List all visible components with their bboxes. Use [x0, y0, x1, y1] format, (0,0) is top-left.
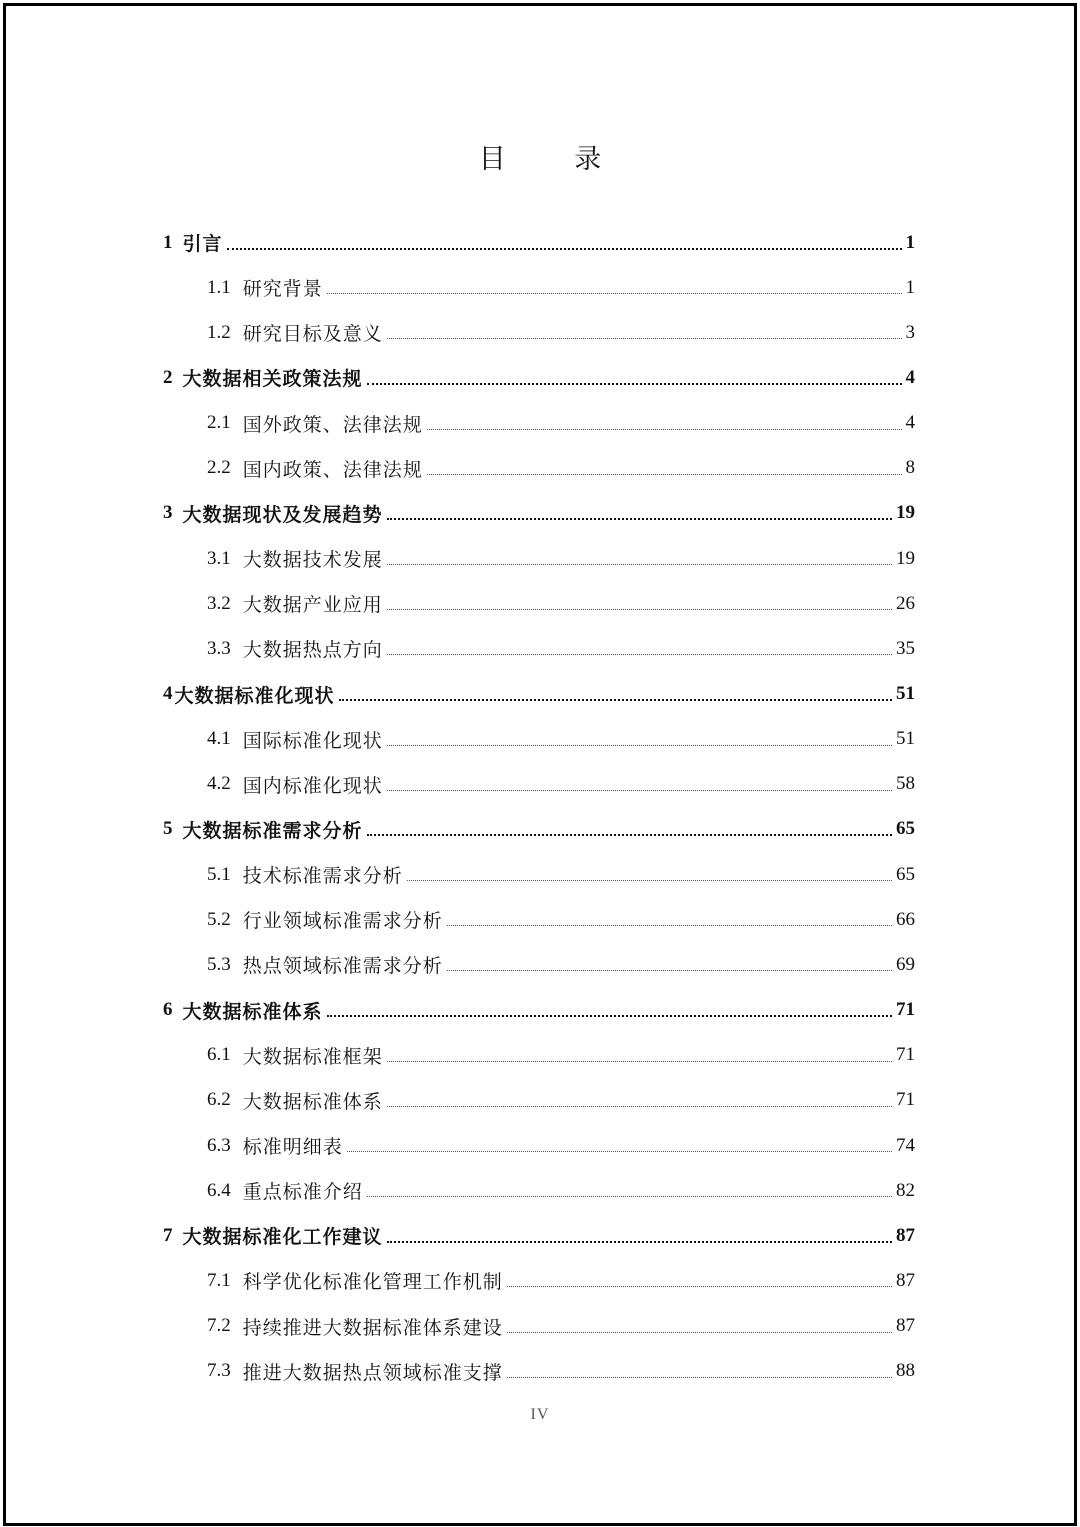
- toc-entry-page: 8: [905, 457, 915, 479]
- toc-entry-number: 3.1: [207, 547, 231, 569]
- toc-dot-leader: [367, 1196, 892, 1197]
- toc-entry-page: 88: [896, 1360, 915, 1382]
- toc-dot-leader: [387, 1106, 892, 1107]
- toc-entry-number: 6: [163, 999, 173, 1021]
- toc-title: 目 录: [478, 144, 632, 175]
- toc-entry-title: 大数据热点方向: [242, 639, 383, 662]
- toc-dot-leader: [347, 1151, 892, 1152]
- toc-entry-page: 65: [896, 863, 915, 885]
- toc-entry-number: 6.1: [207, 1044, 231, 1066]
- toc-entry-number: 7.3: [207, 1360, 231, 1382]
- toc-entry-number: 6.3: [207, 1134, 231, 1156]
- toc-entry-title: 大数据标准体系: [182, 1000, 323, 1023]
- toc-chapter-entry[interactable]: [163, 672, 915, 717]
- toc-entry-title: 大数据标准需求分析: [182, 819, 363, 842]
- toc-chapter-entry[interactable]: [163, 1213, 915, 1258]
- toc-entry-page: 1: [905, 231, 915, 253]
- toc-entry-number: 6.4: [207, 1179, 231, 1201]
- toc-chapter-entry[interactable]: [163, 355, 915, 400]
- toc-entry-title: 研究目标及意义: [242, 323, 383, 346]
- toc-dot-leader: [447, 925, 892, 926]
- toc-entry-page: 51: [896, 683, 915, 704]
- toc-dot-leader: [227, 248, 902, 250]
- toc-entry-page: 1: [905, 276, 915, 298]
- toc-entry-number: 2: [163, 366, 173, 388]
- toc-dot-leader: [327, 293, 902, 294]
- toc-entry-title: 研究背景: [242, 278, 323, 301]
- toc-entry-page: 19: [896, 502, 915, 524]
- toc-section-entry[interactable]: [207, 852, 915, 897]
- toc-dot-leader: [507, 1286, 892, 1287]
- toc-dot-leader: [427, 474, 902, 475]
- toc-dot-leader: [507, 1377, 892, 1378]
- toc-chapter-entry[interactable]: [163, 807, 915, 852]
- toc-entry-number: 2.1: [207, 412, 231, 434]
- toc-dot-leader: [387, 745, 892, 746]
- toc-entry-page: 69: [896, 953, 915, 975]
- toc-section-entry[interactable]: [207, 536, 915, 581]
- toc-entry-number: 7.2: [207, 1315, 231, 1337]
- toc-entry-title: 大数据相关政策法规: [182, 368, 363, 391]
- toc-entry-number: 3.2: [207, 592, 231, 614]
- toc-entry-title: 持续推进大数据标准体系建设: [242, 1316, 503, 1339]
- toc-entry-page: 4: [905, 412, 915, 434]
- toc-entry-title: 大数据标准框架: [242, 1045, 383, 1068]
- toc-section-entry[interactable]: [207, 1123, 915, 1168]
- toc-entry-title: 大数据标准化工作建议: [182, 1226, 383, 1249]
- toc-entry-page: 26: [896, 592, 915, 614]
- toc-dot-leader: [407, 880, 892, 881]
- toc-dot-leader: [387, 1061, 892, 1062]
- toc-entry-title: 科学优化标准化管理工作机制: [242, 1271, 503, 1294]
- toc-entry-page: 71: [896, 999, 915, 1021]
- toc-entry-title: 技术标准需求分析: [242, 865, 403, 888]
- toc-dot-leader: [367, 834, 892, 836]
- toc-entry-number: 5.3: [207, 953, 231, 975]
- toc-dot-leader: [387, 338, 902, 339]
- toc-entry-number: 5: [163, 818, 173, 840]
- toc-entry-title: 国外政策、法律法规: [242, 413, 423, 436]
- toc-section-entry[interactable]: [207, 1078, 915, 1123]
- toc-section-entry[interactable]: [207, 310, 915, 355]
- toc-entry-number: 4: [163, 683, 173, 704]
- toc-chapter-entry[interactable]: [163, 491, 915, 536]
- toc-dot-leader: [447, 970, 892, 971]
- toc-entry-title: 标准明细表: [242, 1136, 343, 1158]
- toc-entry-title: 热点领域标准需求分析: [242, 955, 443, 978]
- toc-entry-title: 国际标准化现状: [242, 729, 383, 752]
- toc-entry-title: 推进大数据热点领域标准支撑: [242, 1361, 503, 1384]
- toc-section-entry[interactable]: [207, 1168, 915, 1213]
- toc-dot-leader: [427, 429, 902, 430]
- toc-section-entry[interactable]: [207, 626, 915, 671]
- toc-entry-number: 3.3: [207, 637, 231, 659]
- toc-entry-page: 74: [896, 1134, 915, 1156]
- toc-section-entry[interactable]: [207, 897, 915, 942]
- toc-entry-number: 4.2: [207, 773, 231, 795]
- toc-entry-page: 87: [896, 1315, 915, 1337]
- toc-entry-number: 3: [163, 502, 173, 524]
- toc-entry-number: 7.1: [207, 1269, 231, 1291]
- toc-dot-leader: [387, 518, 892, 520]
- page-number: IV: [530, 1406, 550, 1423]
- toc-dot-leader: [339, 699, 892, 701]
- toc-entry-title: 引言: [182, 233, 223, 255]
- toc-entry-title: 行业领域标准需求分析: [242, 910, 443, 933]
- toc-entry-number: 4.1: [207, 728, 231, 750]
- toc-chapter-entry[interactable]: [163, 988, 915, 1033]
- toc-entry-title: 大数据技术发展: [242, 549, 383, 572]
- toc-section-entry[interactable]: [207, 401, 915, 446]
- toc-entry-page: 87: [896, 1224, 915, 1246]
- toc-entry-number: 5.2: [207, 908, 231, 930]
- toc-entry-page: 65: [896, 818, 915, 840]
- toc-entry-title: 重点标准介绍: [242, 1181, 363, 1204]
- toc-entry-page: 66: [896, 908, 915, 930]
- toc-entry-page: 19: [896, 547, 915, 569]
- toc-entry-page: 87: [896, 1269, 915, 1291]
- toc-section-entry[interactable]: [207, 1033, 915, 1078]
- toc-section-entry[interactable]: [207, 1349, 915, 1394]
- toc-entry-page: 4: [905, 366, 915, 388]
- toc-dot-leader: [507, 1332, 892, 1333]
- toc-entry-page: 71: [896, 1089, 915, 1111]
- toc-section-entry[interactable]: [207, 717, 915, 762]
- toc-dot-leader: [367, 383, 902, 385]
- toc-entry-title: 国内标准化现状: [242, 774, 383, 797]
- toc-entry-number: 5.1: [207, 863, 231, 885]
- toc-entry-title: 大数据标准化现状: [174, 684, 335, 707]
- toc-entry-number: 1: [163, 231, 173, 253]
- toc-entry-page: 3: [905, 321, 915, 343]
- toc-entry-page: 35: [896, 637, 915, 659]
- toc-section-entry[interactable]: [207, 581, 915, 626]
- toc-entry-page: 71: [896, 1044, 915, 1066]
- toc-dot-leader: [387, 654, 892, 655]
- toc-dot-leader: [387, 564, 892, 565]
- toc-entry-title: 大数据产业应用: [242, 594, 383, 617]
- toc-entry-title: 大数据现状及发展趋势: [182, 503, 383, 526]
- toc-entry-number: 1.1: [207, 276, 231, 298]
- toc-entry-page: 58: [896, 773, 915, 795]
- toc-section-entry[interactable]: [207, 265, 915, 310]
- toc-dot-leader: [387, 1241, 892, 1243]
- toc-entry-page: 82: [896, 1179, 915, 1201]
- toc-entry-page: 51: [896, 728, 915, 750]
- toc-dot-leader: [387, 609, 892, 610]
- toc-entry-number: 2.2: [207, 457, 231, 479]
- toc-section-entry[interactable]: [207, 942, 915, 987]
- toc-section-entry[interactable]: [207, 446, 915, 491]
- toc-dot-leader: [327, 1015, 892, 1017]
- toc-entry-number: 6.2: [207, 1089, 231, 1111]
- toc-dot-leader: [387, 790, 892, 791]
- toc-entry-title: 国内政策、法律法规: [242, 458, 423, 481]
- toc-section-entry[interactable]: [207, 1258, 915, 1303]
- toc-section-entry[interactable]: [207, 1304, 915, 1349]
- toc-entry-number: 7: [163, 1224, 173, 1246]
- toc-entry-title: 大数据标准体系: [242, 1090, 383, 1113]
- toc-entry-number: 1.2: [207, 321, 231, 343]
- toc-section-entry[interactable]: [207, 762, 915, 807]
- toc-chapter-entry[interactable]: [163, 220, 915, 265]
